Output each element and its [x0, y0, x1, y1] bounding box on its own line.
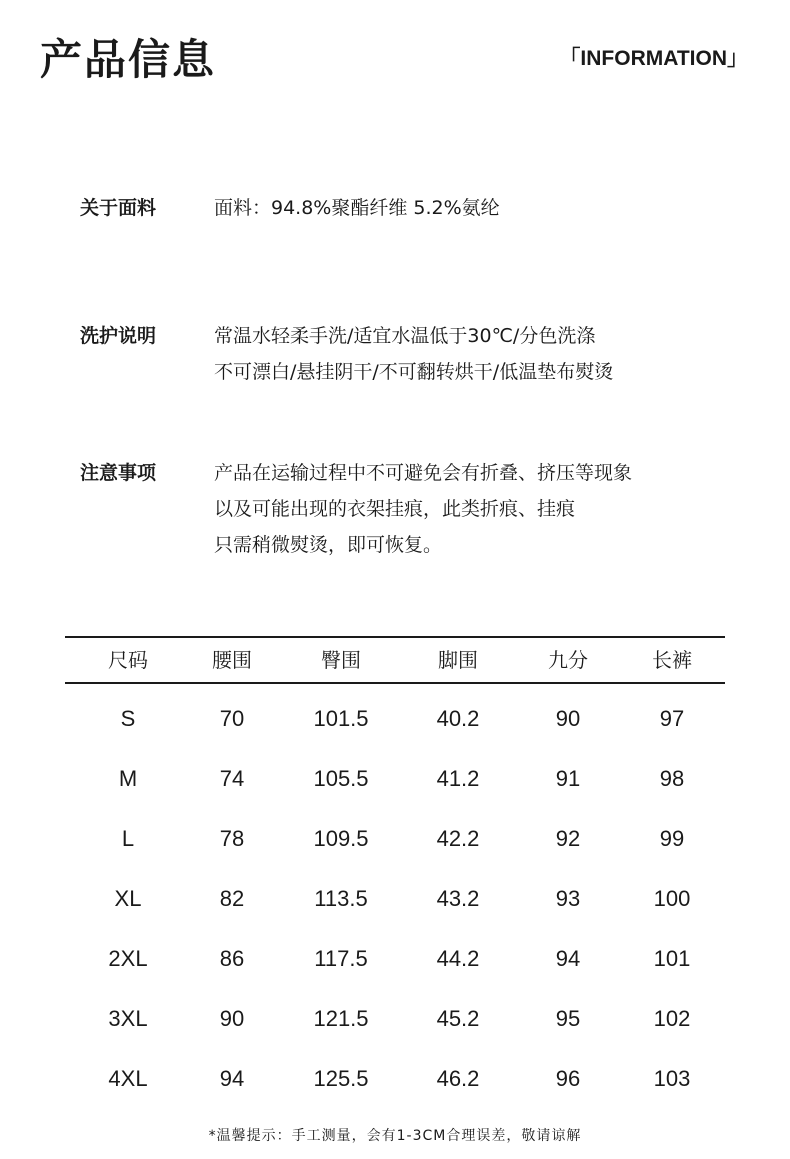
table-cell: 93 — [555, 886, 581, 911]
table-row — [65, 809, 725, 869]
section-text-line: 产品在运输过程中不可避免会有折叠、挤压等现象 — [214, 462, 633, 484]
size-table — [65, 638, 725, 682]
table-cell: 86 — [219, 946, 245, 971]
table-cell: 46.2 — [436, 1066, 480, 1091]
table-cell: 70 — [219, 706, 245, 731]
table-cell: 94 — [219, 1066, 245, 1091]
table-cell: L — [121, 826, 135, 851]
table-row — [65, 869, 725, 929]
table-cell: 96 — [555, 1066, 581, 1091]
table-cell: 42.2 — [436, 826, 480, 851]
table-row — [65, 689, 725, 749]
table-cell: 2XL — [108, 946, 148, 971]
table-cell: 78 — [219, 826, 245, 851]
table-cell: 101 — [653, 946, 691, 971]
table-header-cell: 脚围 — [438, 648, 478, 672]
table-cell: 40.2 — [436, 706, 480, 731]
table-cell: 92 — [555, 826, 581, 851]
table-cell: 103 — [653, 1066, 691, 1091]
table-cell: 82 — [219, 886, 245, 911]
section-text-line: 只需稍微熨烫，即可恢复。 — [214, 534, 443, 556]
table-cell: 99 — [659, 826, 685, 851]
table-cell: 43.2 — [436, 886, 480, 911]
section-label: 洗护说明 — [80, 325, 157, 347]
section-text-line: 面料：94.8%聚酯纤维 5.2%氨纶 — [214, 197, 500, 219]
table-cell: 90 — [555, 706, 581, 731]
size-table-body — [65, 689, 725, 1109]
table-header-cell: 长裤 — [652, 648, 692, 672]
page-subtitle-en: 「INFORMATION」 — [559, 47, 748, 70]
section-text-line: 不可漂白/悬挂阴干/不可翻转烘干/低温垫布熨烫 — [214, 361, 614, 383]
table-cell: 102 — [653, 1006, 691, 1031]
table-cell: 105.5 — [313, 766, 369, 791]
table-cell: 41.2 — [436, 766, 480, 791]
table-cell: 94 — [555, 946, 581, 971]
footer-note: *温馨提示：手工测量，会有1-3CM合理误差，敬请谅解 — [208, 1128, 582, 1144]
table-cell: 98 — [659, 766, 685, 791]
table-cell: 44.2 — [436, 946, 480, 971]
section-text-line: 以及可能出现的衣架挂痕，此类折痕、挂痕 — [214, 498, 576, 520]
section-text-line: 常温水轻柔手洗/适宜水温低于30℃/分色洗涤 — [214, 325, 596, 347]
table-row — [65, 989, 725, 1049]
table-cell: 4XL — [108, 1066, 148, 1091]
section-label: 注意事项 — [80, 462, 157, 484]
table-cell: 95 — [555, 1006, 581, 1031]
table-cell: 74 — [219, 766, 245, 791]
table-cell: 91 — [555, 766, 581, 791]
table-header-cell: 尺码 — [108, 648, 148, 672]
table-header-row — [65, 638, 725, 682]
table-cell: 97 — [659, 706, 685, 731]
table-row — [65, 929, 725, 989]
table-header-cell: 九分 — [548, 648, 588, 672]
table-row — [65, 1049, 725, 1109]
table-row — [65, 749, 725, 809]
table-cell: S — [120, 706, 136, 731]
table-cell: 113.5 — [314, 886, 368, 911]
table-header-rule — [65, 682, 725, 684]
section-label: 关于面料 — [80, 197, 157, 219]
table-cell: 45.2 — [436, 1006, 480, 1031]
table-cell: XL — [114, 886, 142, 911]
page-title: 产品信息 — [40, 35, 217, 84]
table-cell: 109.5 — [313, 826, 369, 851]
table-cell: 121.5 — [313, 1006, 369, 1031]
table-cell: M — [118, 766, 138, 791]
table-cell: 3XL — [108, 1006, 148, 1031]
table-cell: 101.5 — [313, 706, 369, 731]
table-cell: 100 — [653, 886, 691, 911]
table-cell: 90 — [219, 1006, 245, 1031]
table-header-cell: 腰围 — [212, 648, 252, 672]
table-cell: 125.5 — [313, 1066, 369, 1091]
table-cell: 117.5 — [314, 946, 368, 971]
table-header-cell: 臀围 — [321, 648, 361, 672]
